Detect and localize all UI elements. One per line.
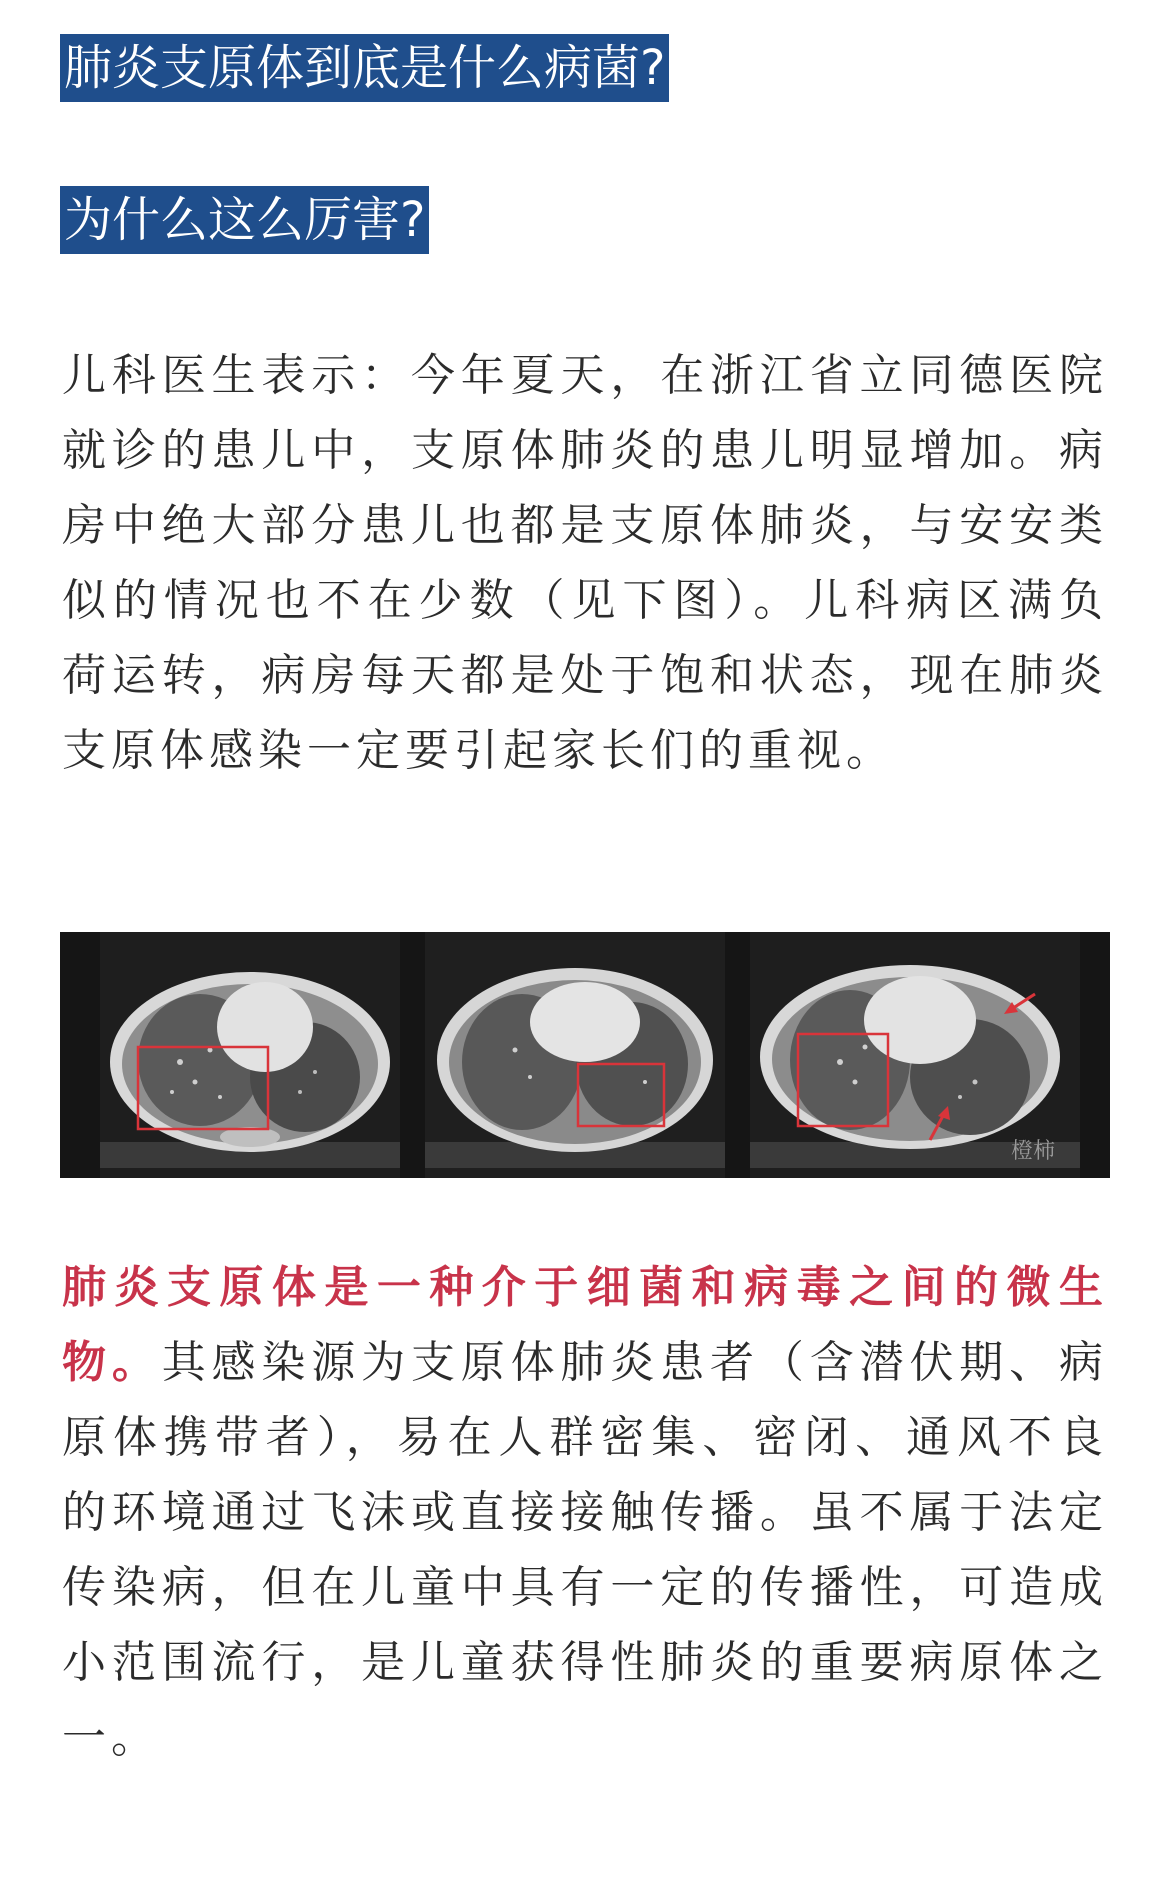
ct-scan-graphic: [60, 932, 1110, 1178]
section-heading-2: 为什么这么厉害?: [60, 186, 429, 254]
image-watermark: 橙柿: [1010, 1139, 1055, 1164]
ct-slice-1: [110, 972, 390, 1152]
section-heading-1: 肺炎支原体到底是什么病菌?: [60, 34, 669, 102]
ct-scan-image: [60, 932, 1110, 1178]
paragraph-doctor-statement: 儿科医生表示：今年夏天，在浙江省立同德医院就诊的患儿中，支原体肺炎的患儿明显增加。病房中绝大部分患儿也都是支原体肺炎，与安安类似的情况也不在少数（见下图）。儿科病区满负荷运转，病房每天都是处于饱和状态，现在肺炎支原体感染一定要引起家长们的重视。: [62, 350, 1108, 776]
ct-slice-2: [437, 968, 713, 1152]
ct-slice-3: [760, 965, 1060, 1149]
highlighted-definition: 肺炎支原体是一种介于细菌和病毒之间的微生物。: [62, 1262, 1108, 1388]
paragraph-body: 其感染源为支原体肺炎患者（含潜伏期、病原体携带者），易在人群密集、密闭、通风不良的环境通过飞沫或直接接触传播。虽不属于法定传染病，但在儿童中具有一定的传播性，可造成小范围流行，是儿童获得性肺炎的重要病原体之一。: [62, 1337, 1109, 1763]
paragraph-mycoplasma-description: [62, 1250, 1108, 1775]
